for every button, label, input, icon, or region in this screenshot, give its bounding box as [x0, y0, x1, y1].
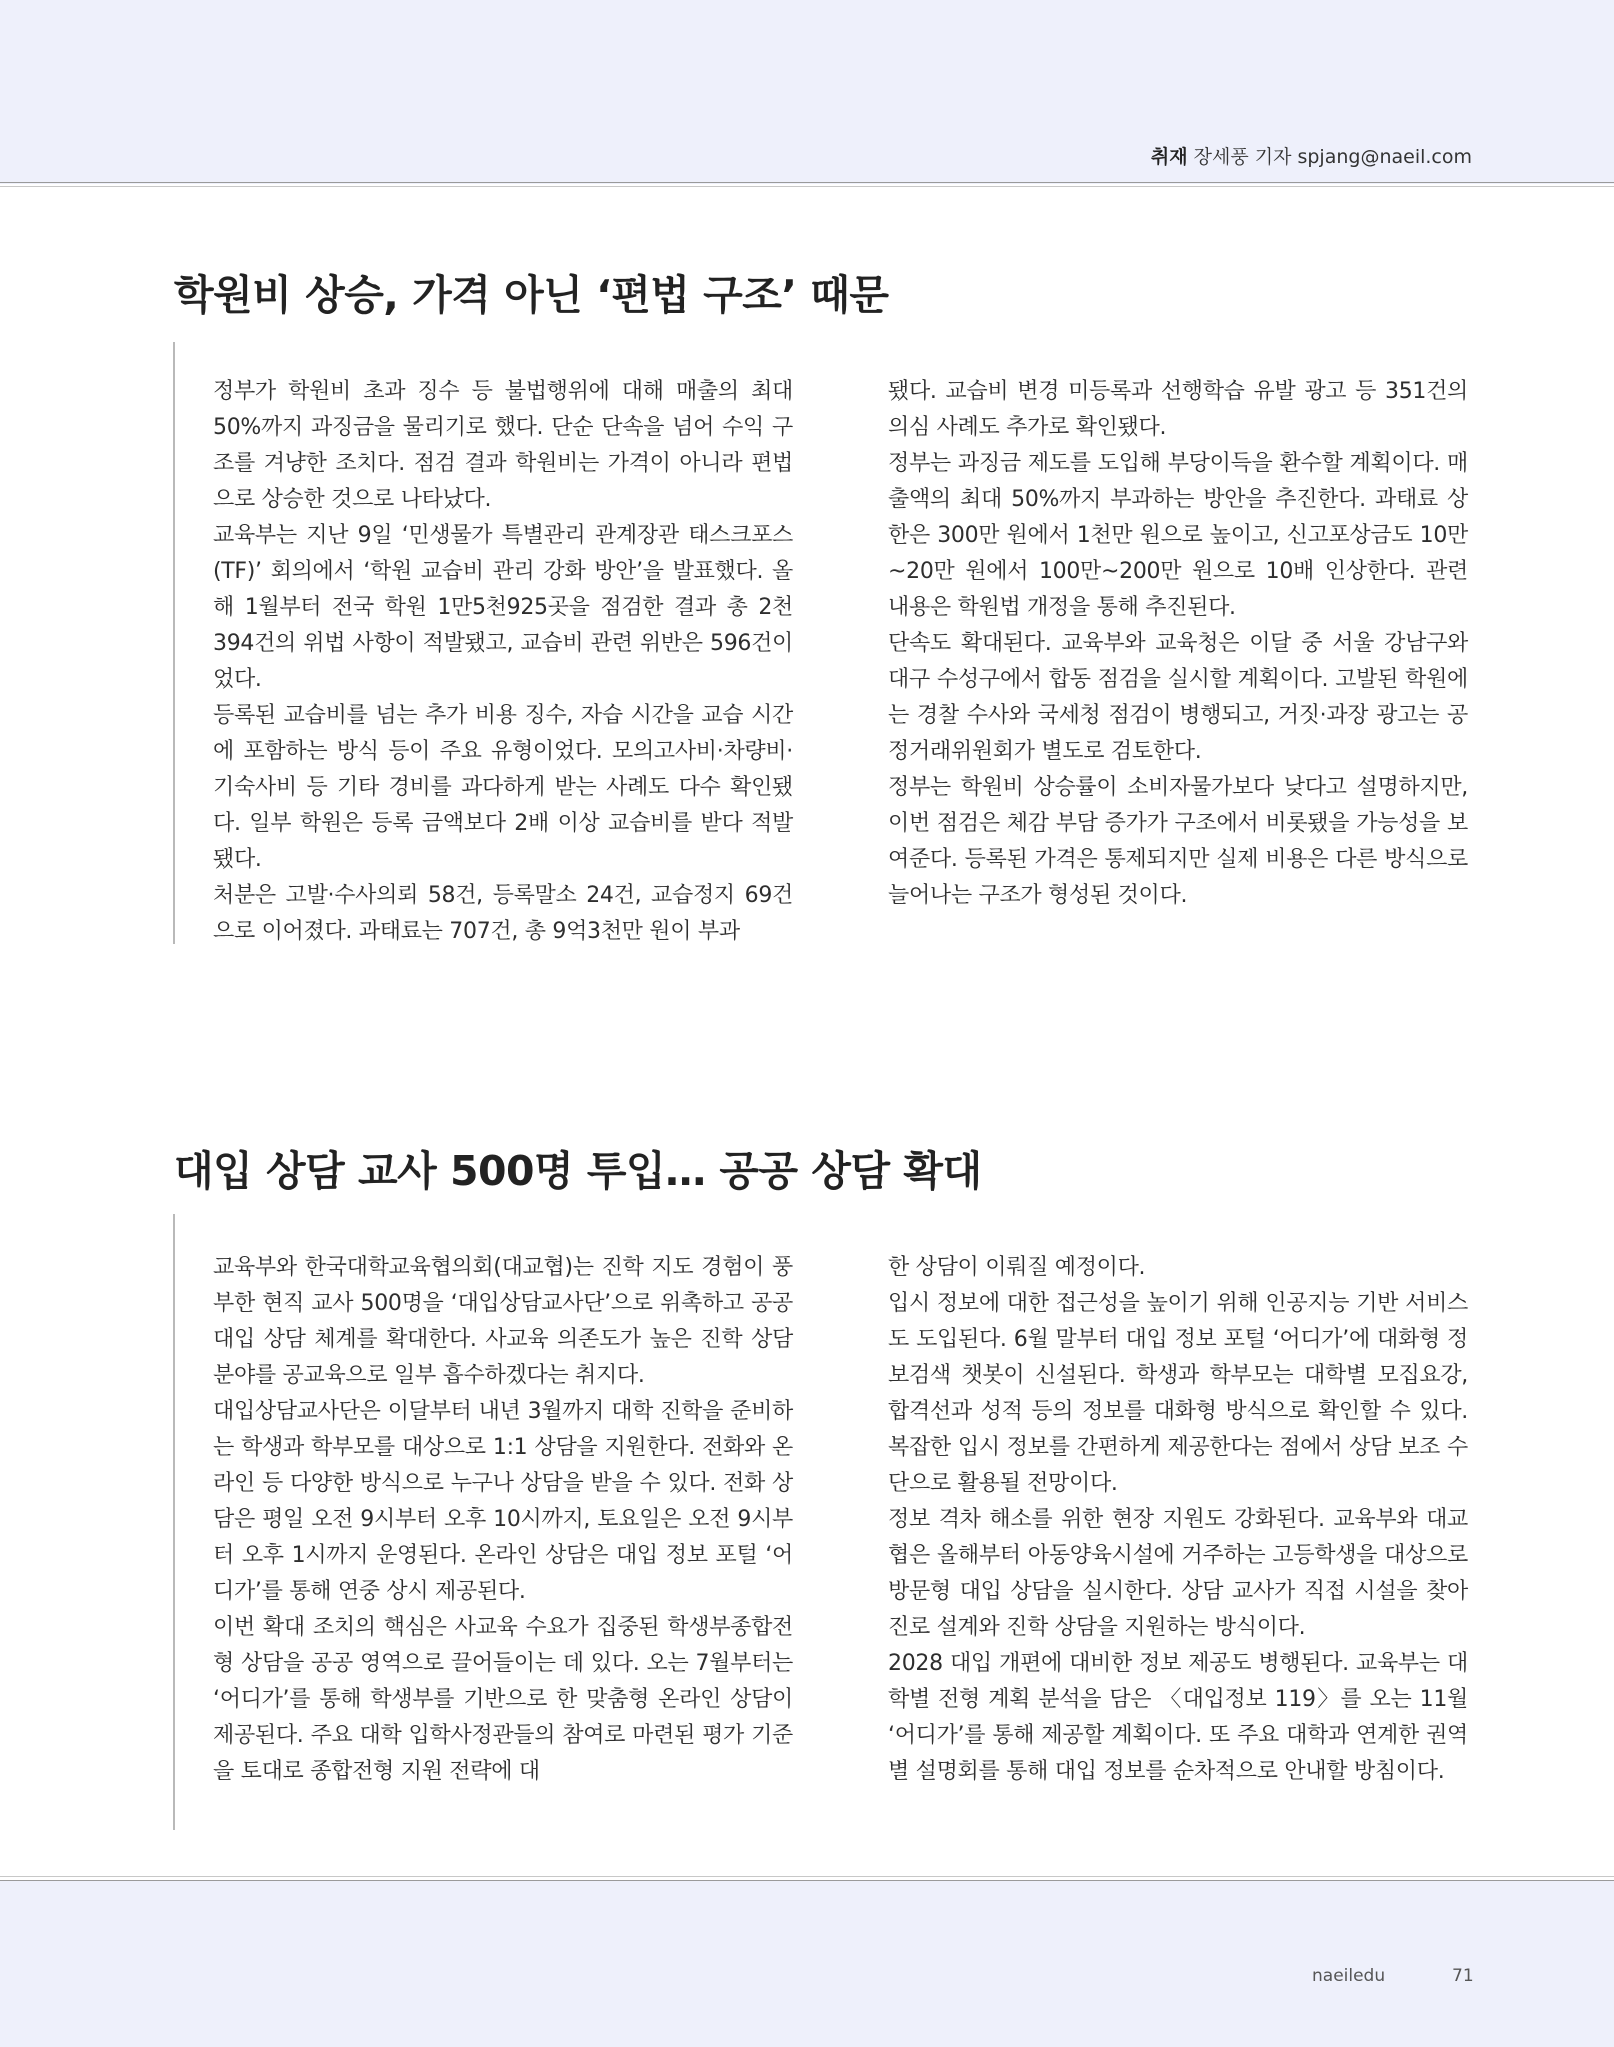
- article1-left-column: [213, 374, 793, 950]
- article1-left-paragraph-1: 정부가 학원비 초과 징수 등 불법행위에 대해 매출의 최대 50%까지 과징금을 물리기로 했다. 단순 단속을 넘어 수익 구조를 겨냥한 조치다. 점검 결과 학원비는 가격이 아니라 편법으로 상승한 것으로 나타났다.: [213, 379, 793, 512]
- article1-right-paragraph-2: 정부는 과징금 제도를 도입해 부당이득을 환수할 계획이다. 매출액의 최대 50%까지 부과하는 방안을 추진한다. 과태료 상한은 300만 원에서 1천만 원으로 높이고, 신고포상금도 10만~20만 원에서 100만~200만 원으로 10배 인상한다. 관련 내용은 학원법 개정을 통해 추진된다.: [888, 451, 1468, 620]
- byline-label: 취재: [1150, 146, 1188, 168]
- footer-band: [0, 1881, 1614, 2047]
- article1-title: 학원비 상승, 가격 아닌 ‘편법 구조’ 때문: [174, 271, 889, 319]
- article1-left-paragraph-2: 교육부는 지난 9일 ‘민생물가 특별관리 관계장관 태스크포스(TF)’ 회의에서 ‘학원 교습비 관리 강화 방안’을 발표했다. 올해 1월부터 전국 학원 1만5천925곳을 점검한 결과 총 2천394건의 위법 사항이 적발됐고, 교습비 관련 위반은 596건이었다.: [213, 523, 793, 692]
- article1-right-paragraph-3: 단속도 확대된다. 교육부와 교육청은 이달 중 서울 강남구와 대구 수성구에서 합동 점검을 실시할 계획이다. 고발된 학원에는 경찰 수사와 국세청 점검이 병행되고, 거짓·과장 광고는 공정거래위원회가 별도로 검토한다.: [888, 631, 1468, 764]
- article2-right-column: [888, 1250, 1468, 1790]
- article2-title: 대입 상담 교사 500명 투입… 공공 상담 확대: [174, 1147, 982, 1195]
- article2-left-paragraph-3: 이번 확대 조치의 핵심은 사교육 수요가 집중된 학생부종합전형 상담을 공공 영역으로 끌어들이는 데 있다. 오는 7월부터는 ‘어디가’를 통해 학생부를 기반으로 한 맞춤형 온라인 상담이 제공된다. 주요 대학 입학사정관들의 참여로 마련된 평가 기준을 토대로 종합전형 지원 전략에 대: [213, 1615, 793, 1784]
- page-number: 71: [1452, 1966, 1474, 1986]
- article2-right-paragraph-2: 입시 정보에 대한 접근성을 높이기 위해 인공지능 기반 서비스도 도입된다. 6월 말부터 대입 정보 포털 ‘어디가’에 대화형 정보검색 챗봇이 신설된다. 학생과 학부모는 대학별 모집요강, 합격선과 성적 등의 정보를 대화형 방식으로 확인할 수 있다. 복잡한 입시 정보를 간편하게 제공한다는 점에서 상담 보조 수단으로 활용될 전망이다.: [888, 1291, 1468, 1496]
- article1-accent-bar: [173, 342, 175, 944]
- header-divider-secondary: [0, 186, 1614, 187]
- article1-right-column: [888, 374, 1468, 914]
- article2-left-paragraph-1: 교육부와 한국대학교육협의회(대교협)는 진학 지도 경험이 풍부한 현직 교사 500명을 ‘대입상담교사단’으로 위촉하고 공공 대입 상담 체계를 확대한다. 사교육 의존도가 높은 진학 상담 분야를 공교육으로 일부 흡수하겠다는 취지다.: [213, 1255, 793, 1388]
- article2-right-paragraph-3: 정보 격차 해소를 위한 현장 지원도 강화된다. 교육부와 대교협은 올해부터 아동양육시설에 거주하는 고등학생을 대상으로 방문형 대입 상담을 실시한다. 상담 교사가 직접 시설을 찾아 진로 설계와 진학 상담을 지원하는 방식이다.: [888, 1507, 1468, 1640]
- header-divider: [0, 182, 1614, 183]
- footer-divider-secondary: [0, 1876, 1614, 1877]
- article2-left-paragraph-2: 대입상담교사단은 이달부터 내년 3월까지 대학 진학을 준비하는 학생과 학부모를 대상으로 1:1 상담을 지원한다. 전화와 온라인 등 다양한 방식으로 누구나 상담을 받을 수 있다. 전화 상담은 평일 오전 9시부터 오후 10시까지, 토요일은 오전 9시부터 오후 1시까지 운영된다. 온라인 상담은 대입 정보 포털 ‘어디가’를 통해 연중 상시 제공된다.: [213, 1399, 793, 1604]
- article1-right-paragraph-4: 정부는 학원비 상승률이 소비자물가보다 낮다고 설명하지만, 이번 점검은 체감 부담 증가가 구조에서 비롯됐을 가능성을 보여준다. 등록된 가격은 통제되지만 실제 비용은 다른 방식으로 늘어나는 구조가 형성된 것이다.: [888, 775, 1468, 908]
- article2-accent-bar: [173, 1214, 175, 1830]
- article2-right-paragraph-1: 한 상담이 이뤄질 예정이다.: [888, 1255, 1146, 1280]
- article2-right-paragraph-4: 2028 대입 개편에 대비한 정보 제공도 병행된다. 교육부는 대학별 전형 계획 분석을 담은 〈대입정보 119〉를 오는 11월 ‘어디가’를 통해 제공할 계획이다. 또 주요 대학과 연계한 권역별 설명회를 통해 대입 정보를 순차적으로 안내할 방침이다.: [888, 1651, 1468, 1784]
- article1-right-paragraph-1: 됐다. 교습비 변경 미등록과 선행학습 유발 광고 등 351건의 의심 사례도 추가로 확인됐다.: [888, 379, 1468, 440]
- article2-left-column: [213, 1250, 793, 1790]
- article1-left-paragraph-4: 처분은 고발·수사의뢰 58건, 등록말소 24건, 교습정지 69건으로 이어졌다. 과태료는 707건, 총 9억3천만 원이 부과: [213, 883, 793, 944]
- article1-left-paragraph-3: 등록된 교습비를 넘는 추가 비용 징수, 자습 시간을 교습 시간에 포함하는 방식 등이 주요 유형이었다. 모의고사비·차량비·기숙사비 등 기타 경비를 과다하게 받는 사례도 다수 확인됐다. 일부 학원은 등록 금액보다 2배 이상 교습비를 받다 적발됐다.: [213, 703, 793, 872]
- byline: [1151, 142, 1472, 169]
- footer-brand: naeiledu: [1312, 1966, 1386, 1986]
- byline-reporter: 장세풍 기자 spjang@naeil.com: [1193, 146, 1472, 168]
